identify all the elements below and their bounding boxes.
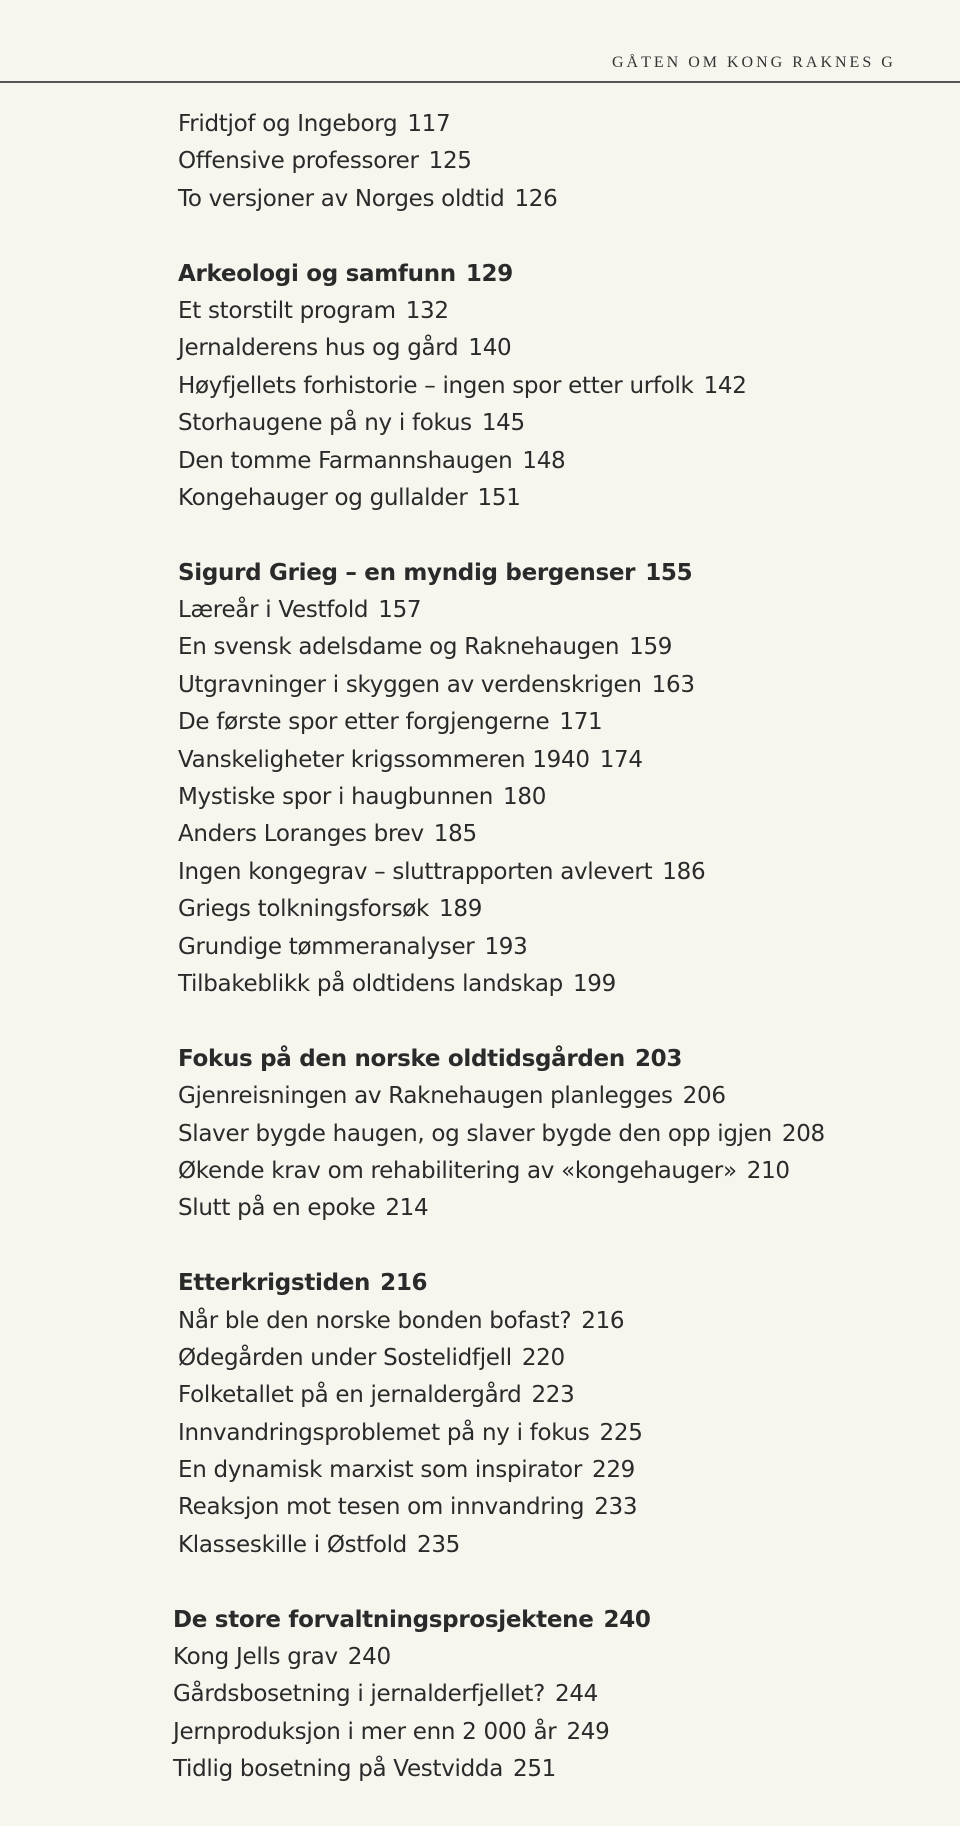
toc-entry bbox=[173, 1639, 938, 1676]
entry-title: Et storstilt program bbox=[178, 297, 396, 324]
entry-title: Storhaugene på ny i fokus bbox=[178, 410, 472, 437]
entry-title: Griegs tolkningsforsøk bbox=[178, 896, 430, 923]
toc-entry bbox=[178, 1452, 938, 1489]
toc-entry bbox=[178, 293, 938, 330]
entry-page-number: 203 bbox=[634, 1045, 683, 1072]
entry-title: Læreår i Vestfold bbox=[178, 597, 369, 624]
entry-page-number: 249 bbox=[566, 1718, 610, 1745]
entry-page-number: 126 bbox=[514, 185, 558, 212]
toc-entry bbox=[173, 1676, 938, 1713]
entry-title: Økende krav om rehabilitering av «kongehauger» bbox=[178, 1157, 737, 1184]
entry-page-number: 220 bbox=[521, 1344, 565, 1371]
toc-entry bbox=[178, 742, 938, 779]
entry-page-number: 132 bbox=[405, 297, 449, 324]
entry-page-number: 186 bbox=[662, 858, 706, 885]
toc-entry bbox=[178, 854, 938, 891]
toc-entry bbox=[178, 143, 938, 180]
entry-title: En svensk adelsdame og Raknehaugen bbox=[178, 634, 620, 661]
entry-title: Den tomme Farmannshaugen bbox=[178, 447, 513, 474]
table-of-contents bbox=[173, 106, 938, 1789]
toc-section-heading bbox=[178, 555, 938, 592]
toc-entry bbox=[173, 1714, 938, 1751]
entry-title: Slaver bygde haugen, og slaver bygde den opp igjen bbox=[178, 1120, 772, 1147]
entry-title: Kongehauger og gullalder bbox=[178, 484, 468, 511]
toc-entry bbox=[178, 405, 938, 442]
entry-title: Innvandringsproblemet på ny i fokus bbox=[178, 1419, 590, 1446]
entry-page-number: 193 bbox=[484, 933, 528, 960]
toc-section-heading bbox=[178, 256, 938, 293]
entry-title: Grundige tømmeranalyser bbox=[178, 933, 475, 960]
toc-entry bbox=[178, 181, 938, 218]
toc-section-heading bbox=[178, 1041, 938, 1078]
toc-section-heading bbox=[173, 1602, 938, 1639]
entry-title: De første spor etter forgjengerne bbox=[178, 709, 550, 736]
entry-page-number: 233 bbox=[594, 1494, 638, 1521]
entry-page-number: 206 bbox=[682, 1083, 726, 1110]
entry-title: Når ble den norske bonden bofast? bbox=[178, 1307, 572, 1334]
section-gap bbox=[178, 1228, 938, 1265]
entry-title: Reaksjon mot tesen om innvandring bbox=[178, 1494, 585, 1521]
toc-section bbox=[178, 106, 938, 218]
toc-section-heading bbox=[178, 1265, 938, 1302]
section-gap bbox=[178, 1003, 938, 1040]
toc-entry bbox=[178, 929, 938, 966]
toc-entry bbox=[173, 1751, 938, 1788]
entry-title: Ingen kongegrav – sluttrapporten avlevert bbox=[178, 858, 653, 885]
entry-title: Offensive professorer bbox=[178, 148, 419, 175]
entry-page-number: 210 bbox=[746, 1157, 790, 1184]
toc-entry bbox=[178, 704, 938, 741]
toc-section bbox=[178, 1228, 938, 1565]
toc-entry bbox=[178, 1415, 938, 1452]
toc-entry bbox=[178, 106, 938, 143]
entry-title: Folketallet på en jernaldergård bbox=[178, 1382, 522, 1409]
entry-title: Jernalderens hus og gård bbox=[178, 335, 459, 362]
toc-entry bbox=[178, 1153, 938, 1190]
toc-entry bbox=[178, 891, 938, 928]
toc-entry bbox=[178, 1340, 938, 1377]
entry-page-number: 251 bbox=[513, 1756, 557, 1783]
entry-page-number: 148 bbox=[522, 447, 566, 474]
entry-page-number: 240 bbox=[603, 1606, 651, 1633]
entry-page-number: 157 bbox=[378, 597, 422, 624]
entry-page-number: 140 bbox=[468, 335, 512, 362]
entry-page-number: 171 bbox=[559, 709, 603, 736]
entry-title: To versjoner av Norges oldtid bbox=[178, 185, 505, 212]
running-head: GÅTEN OM KONG RAKNES G bbox=[612, 54, 896, 71]
section-gap bbox=[178, 218, 938, 255]
toc-entry bbox=[178, 480, 938, 517]
entry-page-number: 129 bbox=[465, 260, 513, 287]
entry-page-number: 189 bbox=[439, 896, 483, 923]
entry-title: Høyfjellets forhistorie – ingen spor etter urfolk bbox=[178, 372, 694, 399]
entry-title: Ødegården under Sostelidfjell bbox=[178, 1344, 512, 1371]
toc-entry bbox=[178, 816, 938, 853]
entry-page-number: 117 bbox=[407, 111, 451, 137]
entry-page-number: 225 bbox=[599, 1419, 643, 1446]
header-rule bbox=[0, 81, 960, 83]
entry-page-number: 125 bbox=[428, 148, 472, 175]
entry-title: Slutt på en epoke bbox=[178, 1195, 376, 1222]
entry-page-number: 214 bbox=[385, 1195, 429, 1222]
entry-title: Fridtjof og Ingeborg bbox=[178, 111, 398, 137]
entry-page-number: 159 bbox=[629, 634, 673, 661]
entry-page-number: 223 bbox=[531, 1382, 575, 1409]
entry-title: De store forvaltningsprosjektene bbox=[173, 1606, 594, 1633]
toc-section bbox=[178, 1003, 938, 1227]
toc-entry bbox=[178, 443, 938, 480]
entry-title: Utgravninger i skyggen av verdenskrigen bbox=[178, 671, 642, 698]
entry-page-number: 244 bbox=[555, 1681, 598, 1708]
entry-page-number: 145 bbox=[481, 410, 525, 437]
entry-title: Arkeologi og samfunn bbox=[178, 260, 456, 287]
toc-entry bbox=[178, 779, 938, 816]
toc-entry bbox=[178, 368, 938, 405]
toc-entry bbox=[178, 966, 938, 1003]
entry-page-number: 216 bbox=[581, 1307, 625, 1334]
entry-page-number: 174 bbox=[599, 746, 643, 773]
entry-page-number: 142 bbox=[703, 372, 747, 399]
toc-entry bbox=[178, 667, 938, 704]
section-gap bbox=[178, 517, 938, 554]
entry-page-number: 185 bbox=[433, 821, 477, 848]
entry-page-number: 229 bbox=[591, 1457, 635, 1484]
entry-page-number: 163 bbox=[651, 671, 695, 698]
toc-section bbox=[173, 1564, 938, 1788]
toc-entry bbox=[178, 330, 938, 367]
entry-title: Klasseskille i Østfold bbox=[178, 1531, 407, 1558]
entry-page-number: 180 bbox=[503, 784, 547, 811]
entry-title: Tidlig bosetning på Vestvidda bbox=[173, 1756, 504, 1783]
entry-title: Sigurd Grieg – en myndig bergenser bbox=[178, 559, 636, 586]
toc-entry bbox=[178, 1527, 938, 1564]
entry-title: Anders Loranges brev bbox=[178, 821, 424, 848]
entry-page-number: 235 bbox=[416, 1531, 460, 1558]
toc-section bbox=[178, 218, 938, 517]
section-gap bbox=[173, 1564, 938, 1601]
entry-title: Etterkrigstiden bbox=[178, 1270, 371, 1297]
toc-entry bbox=[178, 1377, 938, 1414]
entry-page-number: 240 bbox=[347, 1644, 391, 1671]
entry-title: Gårdsbosetning i jernalderfjellet? bbox=[173, 1681, 545, 1708]
entry-title: Jernproduksjon i mer enn 2 000 år bbox=[173, 1718, 557, 1745]
toc-entry bbox=[178, 1078, 938, 1115]
toc-entry bbox=[178, 592, 938, 629]
toc-entry bbox=[178, 1190, 938, 1227]
toc-section bbox=[178, 517, 938, 1003]
entry-page-number: 208 bbox=[781, 1120, 825, 1147]
entry-title: Vanskeligheter krigssommeren 1940 bbox=[178, 746, 590, 773]
entry-page-number: 199 bbox=[572, 970, 616, 997]
entry-page-number: 216 bbox=[380, 1270, 428, 1297]
toc-entry bbox=[178, 1116, 938, 1153]
toc-entry bbox=[178, 1489, 938, 1526]
entry-title: Tilbakeblikk på oldtidens landskap bbox=[178, 970, 563, 997]
toc-entry bbox=[178, 1303, 938, 1340]
entry-page-number: 155 bbox=[645, 559, 693, 586]
entry-title: Mystiske spor i haugbunnen bbox=[178, 784, 494, 811]
entry-title: Kong Jells grav bbox=[173, 1644, 338, 1671]
entry-page-number: 151 bbox=[477, 484, 521, 511]
entry-title: En dynamisk marxist som inspirator bbox=[178, 1457, 582, 1484]
entry-title: Gjenreisningen av Raknehaugen planlegges bbox=[178, 1083, 673, 1110]
entry-title: Fokus på den norske oldtidsgården bbox=[178, 1045, 625, 1072]
toc-entry bbox=[178, 629, 938, 666]
